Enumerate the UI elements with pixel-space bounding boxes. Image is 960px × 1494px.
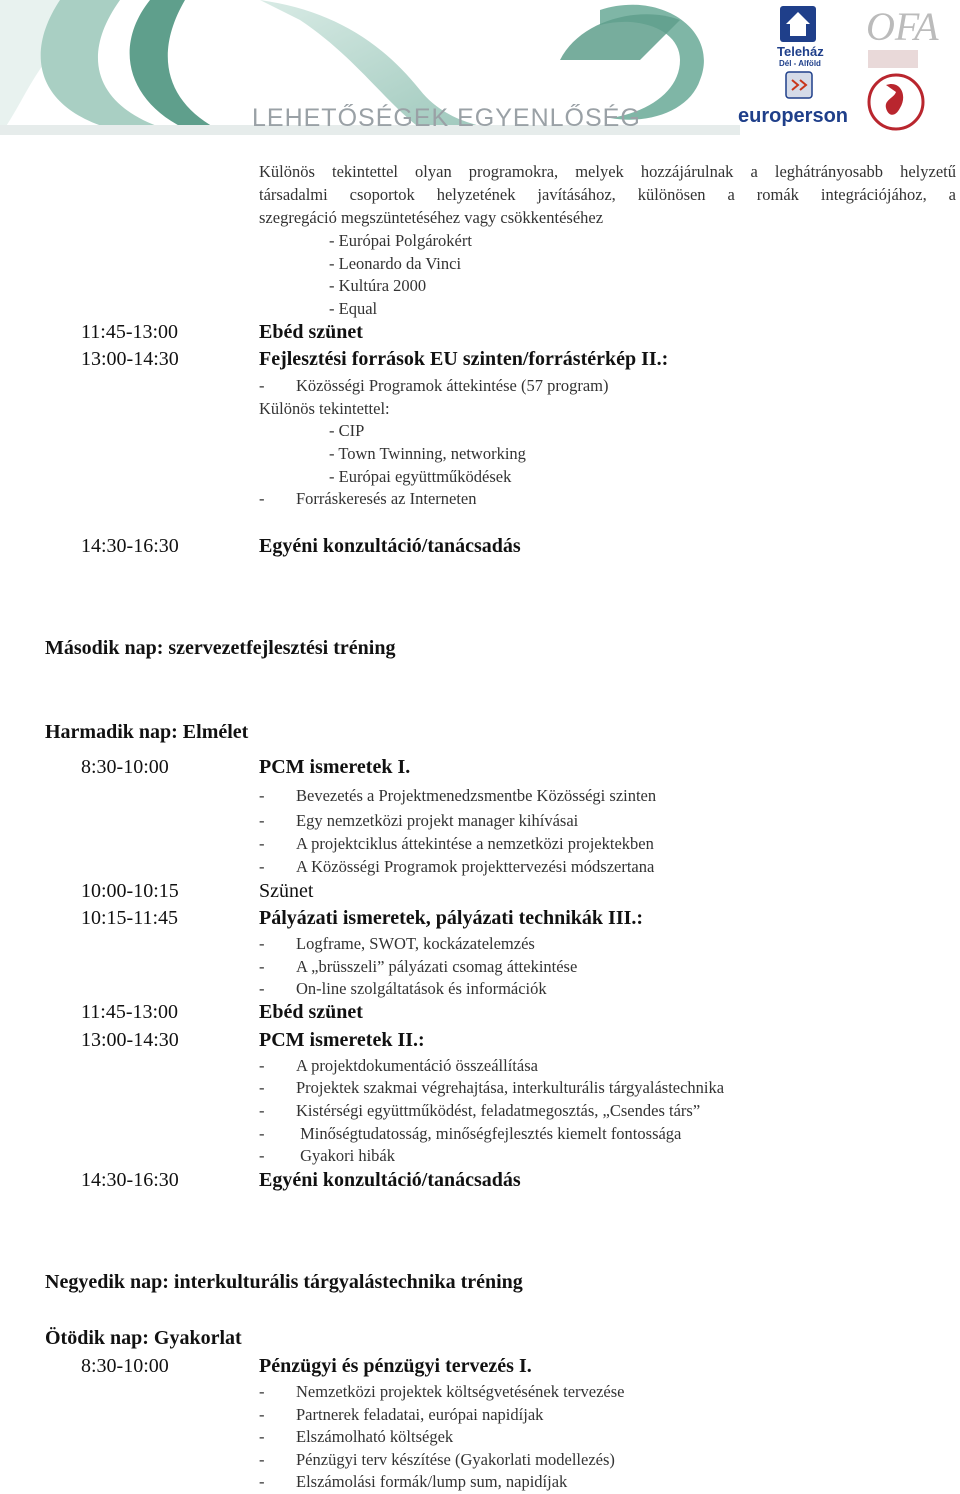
session-item: Forráskeresés az Interneten [296, 489, 477, 508]
bullet-dash: - [259, 1382, 265, 1401]
session-item: Kistérségi együttműködést, feladatmegosztás, „Csendes társ” [296, 1101, 701, 1120]
telehaz-logo-sublabel: Dél - Alföld [779, 59, 821, 68]
banner-title: LEHETŐSÉGEK EGYENLŐSÉG [252, 104, 641, 132]
time-slot: 8:30-10:00 [81, 756, 169, 778]
session-title: PCM ismeretek II.: [259, 1029, 425, 1051]
session-subitem: - Town Twinning, networking [329, 444, 526, 463]
session-title: Ebéd szünet [259, 1001, 363, 1023]
header-banner [0, 0, 960, 135]
bullet-dash: - [259, 979, 265, 998]
session-item: Elszámolható költségek [296, 1427, 454, 1446]
bullet-dash: - [259, 376, 265, 395]
intro-item: - Kultúra 2000 [329, 276, 427, 295]
session-item: Logframe, SWOT, kockázatelemzés [296, 934, 535, 953]
session-title: Egyéni konzultáció/tanácsadás [259, 535, 521, 557]
bullet-dash: - [259, 786, 265, 805]
session-subitem: - Európai együttműködések [329, 467, 512, 486]
bullet-dash: - [259, 1427, 265, 1446]
bullet-dash: - [259, 834, 265, 853]
session-title: Ebéd szünet [259, 321, 363, 343]
bullet-dash: - [259, 1124, 265, 1143]
day-heading: Negyedik nap: interkulturális tárgyalástechnika tréning [45, 1271, 523, 1293]
svg-text:OFA: OFA [866, 4, 939, 49]
bullet-dash: - [259, 1078, 265, 1097]
session-title: Pályázati ismeretek, pályázati technikák III.: [259, 907, 644, 929]
session-item: Gyakori hibák [296, 1146, 395, 1165]
bullet-dash: - [259, 1450, 265, 1469]
bullet-dash: - [259, 489, 265, 508]
time-slot: 10:15-11:45 [81, 907, 179, 929]
session-title: PCM ismeretek I. [259, 756, 411, 778]
bullet-dash: - [259, 1146, 265, 1165]
session-item: A „brüsszeli” pályázati csomag áttekintése [296, 957, 578, 976]
session-subitem: - CIP [329, 421, 365, 440]
intro-item: - Equal [329, 299, 378, 318]
session-note: Különös tekintettel: [259, 399, 390, 418]
bullet-dash: - [259, 1056, 265, 1075]
bullet-dash: - [259, 1101, 265, 1120]
session-item: A Közösségi Programok projekttervezési módszertana [296, 857, 655, 876]
intro-line-3: szegregáció megszüntetéséhez vagy csökkentéséhez [259, 208, 604, 227]
time-slot: 10:00-10:15 [81, 880, 179, 902]
session-item: Nemzetközi projektek költségvetésének tervezése [296, 1382, 625, 1401]
session-item: On-line szolgáltatások és információk [296, 979, 547, 998]
time-slot: 14:30-16:30 [81, 1169, 179, 1191]
bullet-dash: - [259, 957, 265, 976]
bullet-dash: - [259, 1405, 265, 1424]
session-title: Egyéni konzultáció/tanácsadás [259, 1169, 521, 1191]
day-heading: Második nap: szervezetfejlesztési tréning [45, 637, 396, 659]
session-item: Közösségi Programok áttekintése (57 program) [296, 376, 609, 395]
time-slot: 14:30-16:30 [81, 535, 179, 557]
session-item: A projektdokumentáció összeállítása [296, 1056, 538, 1075]
session-item: Elszámolási formák/lump sum, napidíjak [296, 1472, 568, 1491]
bullet-dash: - [259, 811, 265, 830]
session-item: Partnerek feladatai, európai napidíjak [296, 1405, 544, 1424]
session-item: A projektciklus áttekintése a nemzetközi projektekben [296, 834, 654, 853]
bullet-dash: - [259, 1472, 265, 1491]
session-title: Pénzügyi és pénzügyi tervezés I. [259, 1355, 532, 1377]
session-item: Egy nemzetközi projekt manager kihívásai [296, 811, 579, 830]
session-item: Minőségtudatosság, minőségfejlesztés kiemelt fontossága [296, 1124, 682, 1143]
time-slot: 11:45-13:00 [81, 1001, 179, 1023]
intro-item: - Európai Polgárokért [329, 231, 472, 250]
session-item: Pénzügyi terv készítése (Gyakorlati modellezés) [296, 1450, 615, 1469]
day-heading: Harmadik nap: Elmélet [45, 721, 249, 743]
day-heading: Ötödik nap: Gyakorlat [45, 1327, 242, 1349]
intro-line-2: társadalmi csoportok helyzetének javításához, különösen a romák integrációjához, a [259, 185, 956, 204]
intro-line-1: Különös tekintettel olyan programokra, melyek hozzájárulnak a leghátrányosabb helyzetű [259, 162, 956, 181]
time-slot: 13:00-14:30 [81, 1029, 179, 1051]
telehaz-logo-label: Teleház [777, 44, 824, 59]
intro-item: - Leonardo da Vinci [329, 254, 462, 273]
session-title: Fejlesztési források EU szinten/forrástérkép II.: [259, 348, 669, 370]
bullet-dash: - [259, 857, 265, 876]
bullet-dash: - [259, 934, 265, 953]
session-title: Szünet [259, 880, 314, 902]
time-slot: 11:45-13:00 [81, 321, 179, 343]
session-item: Projektek szakmai végrehajtása, interkulturális tárgyalástechnika [296, 1078, 725, 1097]
session-item: Bevezetés a Projektmenedzsmentbe Közösségi szinten [296, 786, 657, 805]
time-slot: 8:30-10:00 [81, 1355, 169, 1377]
time-slot: 13:00-14:30 [81, 348, 179, 370]
europerson-logo-label: europerson [738, 105, 849, 127]
